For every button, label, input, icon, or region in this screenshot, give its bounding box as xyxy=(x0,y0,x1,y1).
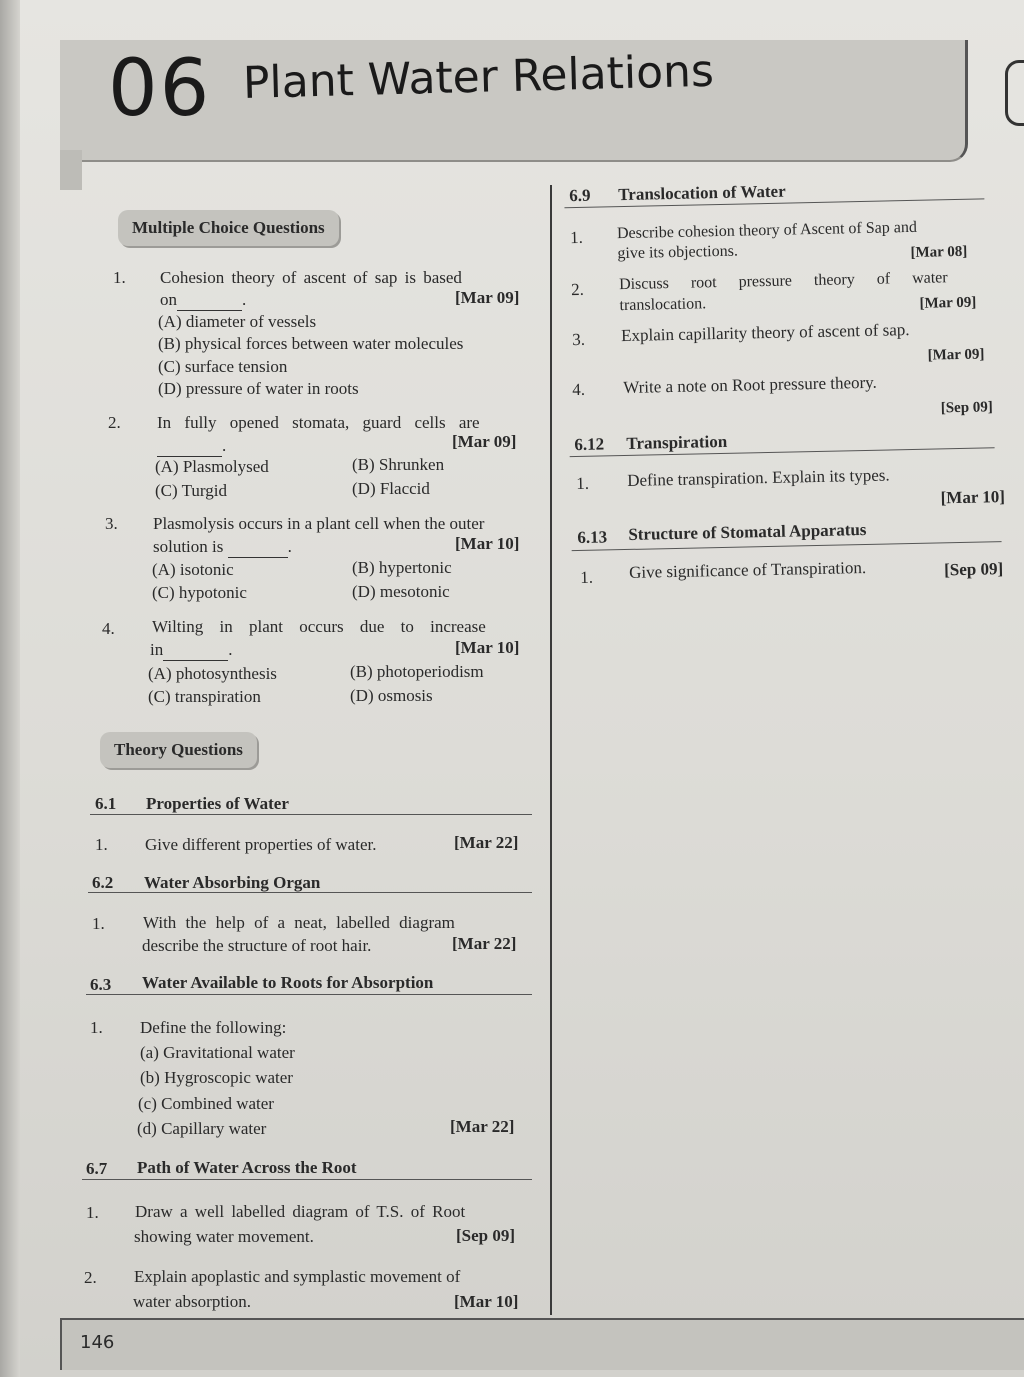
section-6-12-title: Transpiration xyxy=(626,431,728,453)
s63-item-b: (b) Hygroscopic water xyxy=(140,1068,293,1087)
s69-q1-text: Describe cohesion theory of Ascent of Sap and xyxy=(616,218,918,243)
section-6-13-number: 6.13 xyxy=(577,527,608,548)
s63-q1-number: 1. xyxy=(90,1018,103,1037)
s61-q1-text: Give different properties of water. xyxy=(145,835,377,854)
mcq-q4-option-b: (B) photoperiodism xyxy=(350,662,484,681)
s69-q3-date: [Mar 09] xyxy=(927,346,985,364)
mcq-q3-text: Plasmolysis occurs in a plant cell when the outer xyxy=(153,514,485,533)
s612-q1-text: Define transpiration. Explain its types. xyxy=(627,465,890,490)
s62-q1-text: With the help of a neat, labelled diagram xyxy=(143,913,455,932)
section-6-9-title: Translocation of Water xyxy=(618,181,786,205)
s613-q1-text: Give significance of Transpiration. xyxy=(628,557,867,582)
section-6-2-title: Water Absorbing Organ xyxy=(144,873,321,892)
s69-q3-number: 3. xyxy=(572,329,586,350)
mcq-q1-option-c: (C) surface tension xyxy=(158,357,288,376)
s62-q1-number: 1. xyxy=(92,914,105,933)
section-6-9-number: 6.9 xyxy=(569,185,591,206)
s63-q1-date: [Mar 22] xyxy=(450,1117,515,1136)
s67-q1-text-2: showing water movement. xyxy=(134,1227,314,1246)
theory-heading: Theory Questions xyxy=(100,732,257,768)
mcq-q3-option-a: (A) isotonic xyxy=(152,560,234,579)
s61-q1-number: 1. xyxy=(95,835,108,854)
mcq-q3-option-b: (B) hypertonic xyxy=(352,558,452,577)
mcq-q1-option-d: (D) pressure of water in roots xyxy=(158,379,359,398)
mcq-q4-option-c: (C) transpiration xyxy=(148,687,261,706)
mcq-q1-option-b: (B) physical forces between water molecules xyxy=(158,334,464,353)
section-6-3-number: 6.3 xyxy=(90,975,112,994)
s62-q1-text-2: describe the structure of root hair. xyxy=(142,936,372,955)
mcq-q2-end: . xyxy=(222,436,227,455)
mcq-heading: Multiple Choice Questions xyxy=(118,210,339,246)
s69-q2-text-2: translocation. xyxy=(619,295,707,315)
s63-q1-text: Define the following: xyxy=(140,1018,287,1037)
s67-q2-text: Explain apoplastic and symplastic movement of xyxy=(134,1267,461,1286)
mcq-q1-number: 1. xyxy=(113,268,126,287)
s67-q1-date: [Sep 09] xyxy=(456,1226,516,1245)
mcq-q3-number: 3. xyxy=(105,514,118,533)
mcq-q4-line2: in xyxy=(150,640,164,659)
s67-q2-number: 2. xyxy=(84,1268,97,1287)
s69-q2-number: 2. xyxy=(570,279,585,300)
s69-q4-date: [Sep 09] xyxy=(940,399,994,417)
s69-q4-text: Write a note on Root pressure theory. xyxy=(623,372,878,398)
section-6-2-number: 6.2 xyxy=(92,873,114,892)
section-6-1-title: Properties of Water xyxy=(146,794,289,813)
section-6-13-title: Structure of Stomatal Apparatus xyxy=(628,519,867,544)
s69-q2-text: Discuss root pressure theory of water xyxy=(618,269,948,294)
s62-q1-date: [Mar 22] xyxy=(452,934,517,953)
s613-q1-number: 1. xyxy=(580,567,594,587)
s612-q1-date: [Mar 10] xyxy=(940,487,1006,508)
mcq-q2-number: 2. xyxy=(108,413,121,432)
chapter-number: 06 xyxy=(108,44,212,134)
s67-q2-date: [Mar 10] xyxy=(454,1292,519,1311)
chapter-title: Plant Water Relations xyxy=(242,45,715,109)
s67-q2-text-2: water absorption. xyxy=(133,1292,252,1311)
mcq-q2-option-a: (A) Plasmolysed xyxy=(155,457,269,476)
mcq-q4-number: 4. xyxy=(102,619,115,638)
mcq-q4-option-a: (A) photosynthesis xyxy=(148,664,277,683)
mcq-q1-line2: on xyxy=(160,290,177,309)
mcq-q3-end: . xyxy=(287,537,292,556)
mcq-q3-option-d: (D) mesotonic xyxy=(352,582,450,601)
footer-band xyxy=(60,1318,1024,1370)
s69-q1-date: [Mar 08] xyxy=(910,243,968,261)
mcq-q4-date: [Mar 10] xyxy=(455,638,520,657)
s612-q1-number: 1. xyxy=(576,473,590,494)
s63-item-d: (d) Capillary water xyxy=(137,1119,267,1138)
s67-q1-number: 1. xyxy=(86,1203,99,1222)
mcq-q2-option-b: (B) Shrunken xyxy=(352,455,445,474)
mcq-q1-end: . xyxy=(242,290,247,309)
section-6-3-title: Water Available to Roots for Absorption xyxy=(142,973,434,992)
mcq-q3-line2: solution is xyxy=(153,537,224,556)
s63-item-a: (a) Gravitational water xyxy=(140,1043,295,1062)
section-6-7-title: Path of Water Across the Root xyxy=(137,1158,357,1177)
s69-q1-number: 1. xyxy=(569,227,584,248)
mcq-q3-date: [Mar 10] xyxy=(455,534,520,553)
section-6-7-number: 6.7 xyxy=(86,1159,108,1178)
mcq-q2-date: [Mar 09] xyxy=(452,432,517,451)
mcq-q2-text: In fully opened stomata, guard cells are xyxy=(157,413,480,432)
s69-q1-text-2: give its objections. xyxy=(617,242,739,263)
section-6-12-number: 6.12 xyxy=(574,434,605,455)
s67-q1-text: Draw a well labelled diagram of T.S. of Root xyxy=(135,1202,466,1221)
section-6-1-number: 6.1 xyxy=(95,794,117,813)
mcq-q1-date: [Mar 09] xyxy=(455,288,520,307)
mcq-q4-text: Wilting in plant occurs due to increase xyxy=(152,617,486,636)
page-number: 146 xyxy=(80,1332,115,1353)
s61-q1-date: [Mar 22] xyxy=(454,833,519,852)
s69-q4-number: 4. xyxy=(572,379,586,400)
mcq-q4-option-d: (D) osmosis xyxy=(350,686,433,705)
mcq-q1-option-a: (A) diameter of vessels xyxy=(158,312,317,331)
mcq-q1-text: Cohesion theory of ascent of sap is based xyxy=(160,268,462,287)
s69-q3-text: Explain capillarity theory of ascent of sap. xyxy=(620,320,910,346)
s613-q1-date: [Sep 09] xyxy=(943,559,1004,580)
mcq-q2-option-d: (D) Flaccid xyxy=(352,479,430,498)
s69-q2-date: [Mar 09] xyxy=(919,294,977,312)
mcq-q2-option-c: (C) Turgid xyxy=(155,481,227,500)
s63-item-c: (c) Combined water xyxy=(138,1094,274,1113)
mcq-q4-end: . xyxy=(228,640,233,659)
mcq-q3-option-c: (C) hypotonic xyxy=(152,583,247,602)
